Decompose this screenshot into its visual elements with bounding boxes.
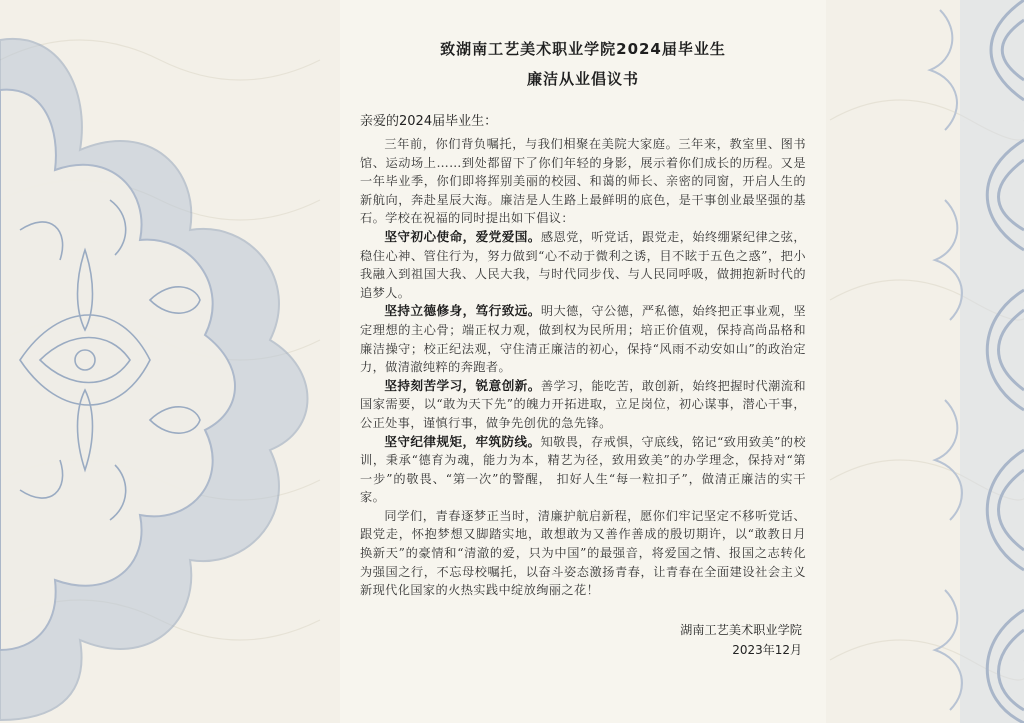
signature-block bbox=[360, 620, 806, 660]
title-line-2: 廉洁从业倡议书 bbox=[526, 70, 639, 88]
proposal-heading: 坚守初心使命，爱党爱国。 bbox=[384, 228, 541, 244]
proposal-letter bbox=[360, 34, 806, 660]
title-line-1: 致湖南工艺美术职业学院2024届毕业生 bbox=[440, 40, 726, 58]
proposal-item bbox=[360, 228, 806, 302]
proposal-heading: 坚持立德修身，笃行致远。 bbox=[384, 303, 541, 319]
document-title bbox=[360, 34, 806, 94]
proposal-text: 善学习，能吃苦，敢创新，始终把握时代潮流和国家需要，以“敢为天下先”的魄力开拓进取，立足岗位，初心谋事，潜心干事，公正处事，谨慎行事，做争先创优的急先锋。 bbox=[360, 378, 806, 430]
letter-body bbox=[360, 135, 806, 600]
proposal-heading: 坚守纪律规矩，牢筑防线。 bbox=[384, 433, 541, 449]
closing-paragraph: 同学们，青春逐梦正当时，清廉护航启新程，愿你们牢记坚定不移听党话、跟党走，怀抱梦想又脚踏实地，敢想敢为又善作善成的殷切期许，以“敢教日月换新天”的豪情和“清澈的爱，只为中国”的最强音，将爱国之情、报国之志转化为强国之行，不忘母校嘱托，以奋斗姿态激扬青春，让青春在全面建设社会主义新现代化国家的火热实践中绽放绚丽之花！ bbox=[360, 508, 806, 598]
intro-paragraph: 三年前，你们背负嘱托，与我们相聚在美院大家庭。三年来，教室里、图书馆、运动场上……到处都留下了你们年轻的身影，展示着你们成长的历程。又是一年毕业季，你们即将挥别美丽的校园、和蔼的师长、亲密的同窗，开启人生的新航向，奔赴星辰大海。廉洁是人生路上最鲜明的底色，是干事创业最坚强的基石。学校在祝福的同时提出如下倡议： bbox=[360, 137, 806, 226]
proposal-text: 明大德，守公德，严私德，始终把正事业观，坚定理想的主心骨；端正权力观，做到权为民所用；培正价值观，保持高尚品格和廉洁操守；校正纪法观，守住清正廉洁的初心，保持“风雨不动安如山”的政治定力，做清澈纯粹的奔跑者。 bbox=[360, 304, 806, 375]
left-ornament bbox=[0, 39, 308, 720]
proposal-text: 感恩党，听党话，跟党走，始终绷紧纪律之弦，稳住心神、管住行为，努力做到“心不动于微利之诱，目不眩于五色之惑”，把小我融入到祖国大我、人民大我，与时代同步伐、与人民同呼吸，做拥抱新时代的追梦人。 bbox=[360, 229, 806, 300]
proposal-item bbox=[360, 433, 806, 507]
signature: 湖南工艺美术职业学院 bbox=[680, 622, 802, 637]
proposal-text: 知敬畏，存戒惧，守底线，铭记“致用致美”的校训，秉承“德育为魂，能力为本，精艺为径，致用致美”的办学理念，保持对“第一步”的敬畏、“第一次”的警醒， 扣好人生“每一粒扣子”，做清正廉洁的实干家。 bbox=[360, 434, 806, 505]
proposal-item bbox=[360, 302, 806, 376]
signature-date: 2023年12月 bbox=[732, 642, 802, 657]
proposal-heading: 坚持刻苦学习，锐意创新。 bbox=[384, 377, 541, 393]
proposal-item bbox=[360, 377, 806, 433]
greeting: 亲爱的2024届毕业生： bbox=[360, 114, 498, 129]
